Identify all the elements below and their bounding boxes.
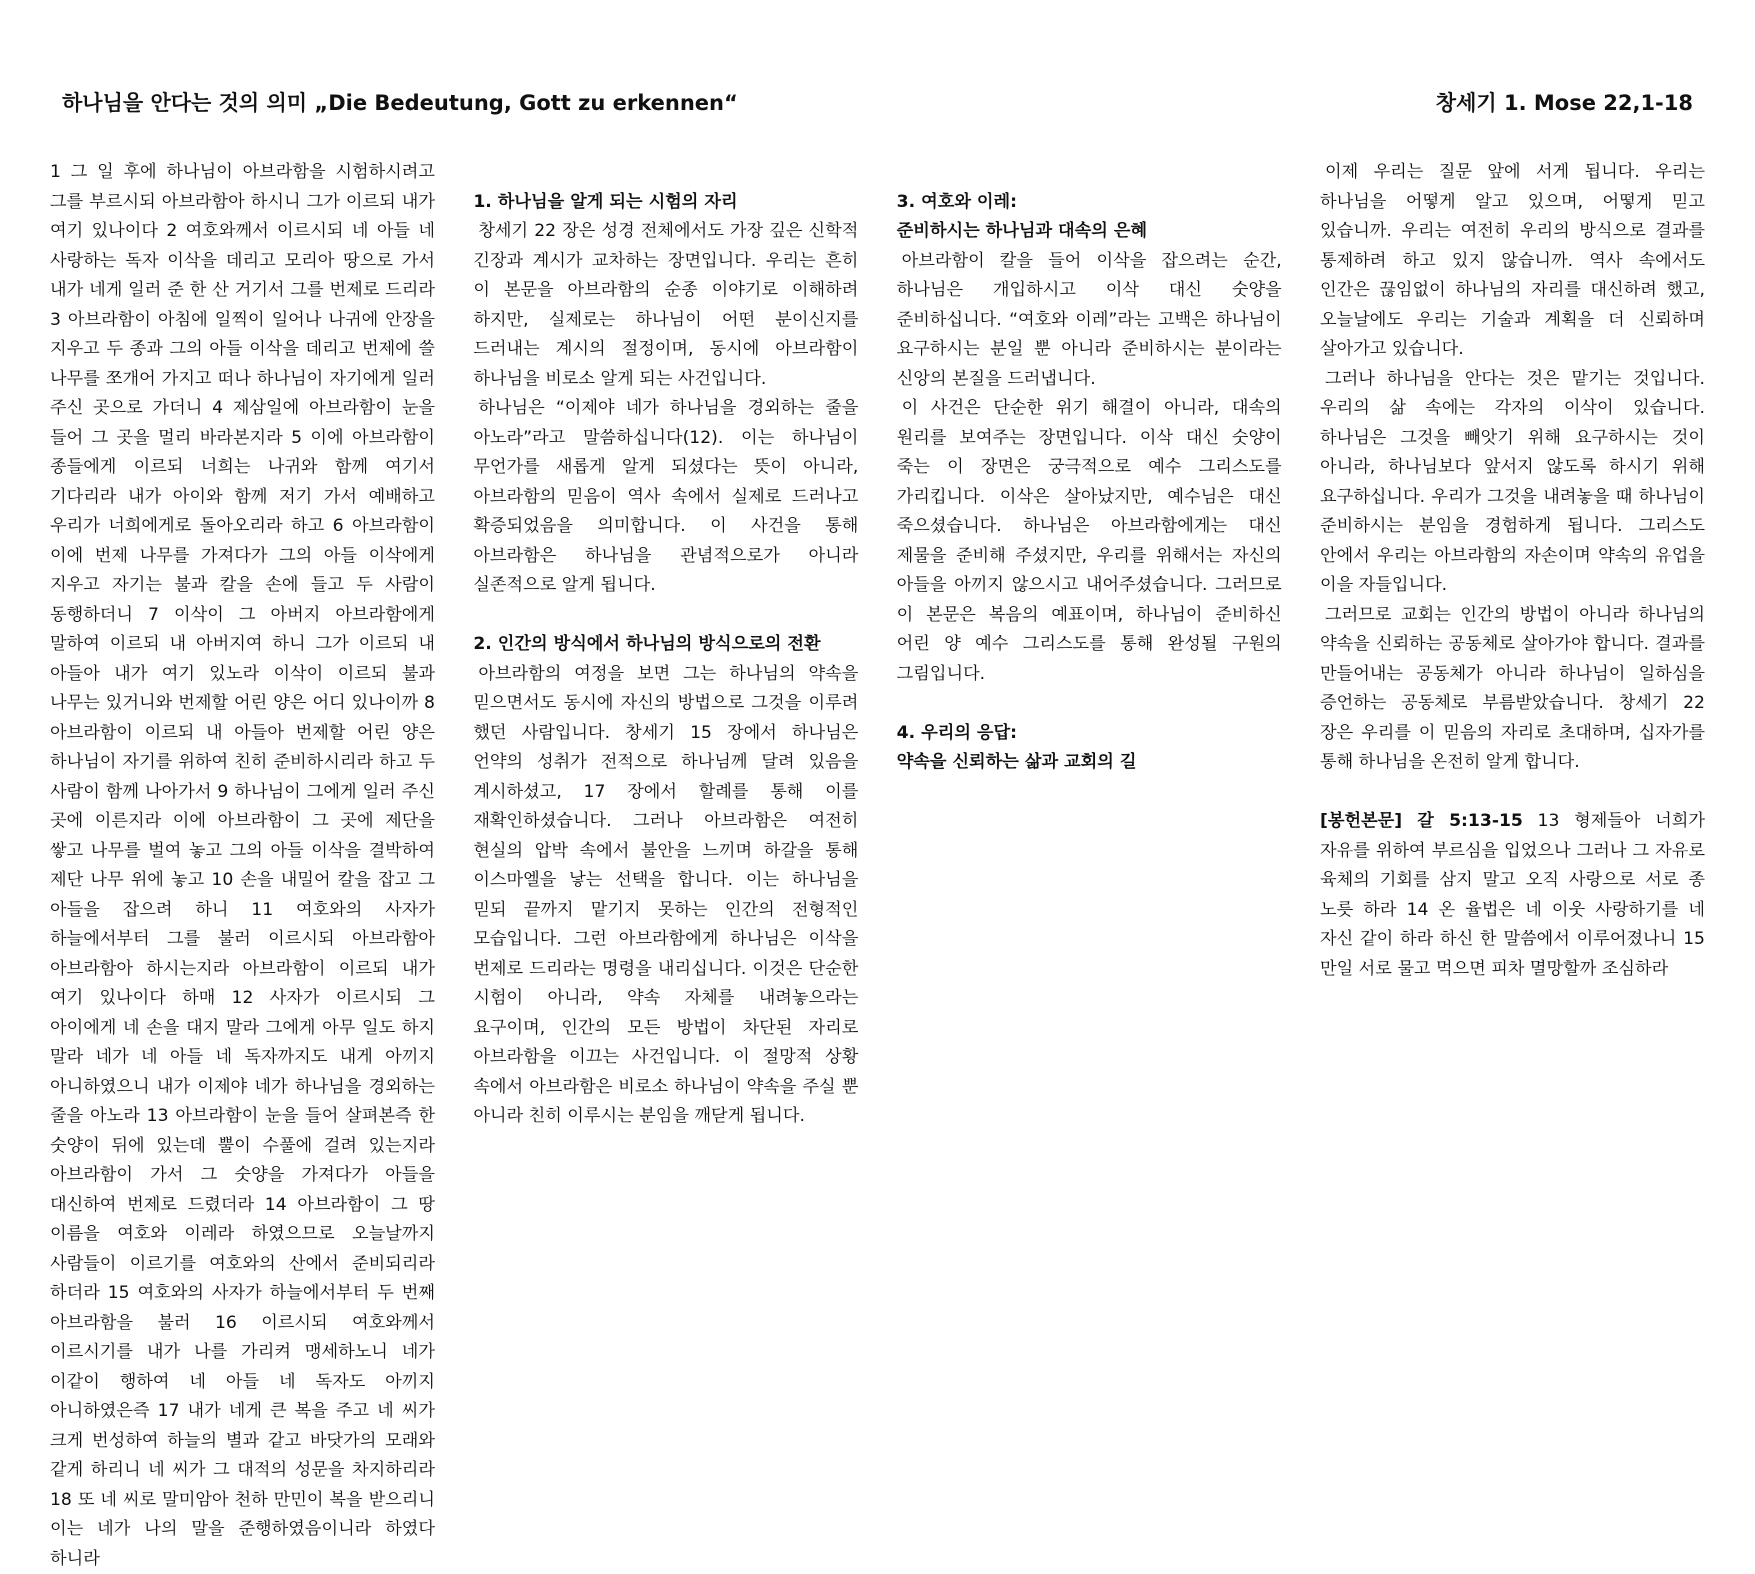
section-4-paragraph-1: 이제 우리는 질문 앞에 서게 됩니다. 우리는 하나님을 어떻게 알고 있으며, 어떻게 믿고 있습니까. 우리는 여전히 우리의 방식으로 결과를 통제하려 하고 있지 않습니까. 역사 속에서도 인간은 끊임없이 하나님의 자리를 대신하려 했고, 오늘날에도 우리는 기술과 계획을 더 신뢰하며 살아가고 있습니다. — [1319, 162, 1705, 359]
section-4-paragraph-3: 그러므로 교회는 인간의 방법이 아니라 하나님의 약속을 신뢰하는 공동체로 살아가야 합니다. 결과를 만들어내는 공동체가 아니라 하나님이 일하심을 증언하는 공동체로 부름받았습니다. 창세기 22 장은 우리를 이 믿음의 자리로 초대하며, 십자가를 통해 하나님을 온전히 알게 합니다. — [1319, 604, 1705, 772]
section-1-paragraph-2: 하나님은 “이제야 네가 하나님을 경외하는 줄을 아노라”라고 말씀하십니다(12). 이는 하나님이 무언가를 새롭게 알게 되셨다는 뜻이 아니라, 아브라함의 믿음이 역사 속에서 실제로 드러나고 확증되었음을 의미합니다. 이 사건을 통해 아브라함은 하나님을 관념적으로가 아니라 실존적으로 알게 됩니다. — [473, 398, 859, 595]
page-title: 하나님을 안다는 것의 의미 „Die Bedeutung, Gott zu erkennen“ — [62, 91, 738, 115]
section-3-paragraph-1: 아브라함이 칼을 들어 이삭을 잡으려는 순간, 하나님은 개입하시고 이삭 대신 숫양을 준비하십니다. “여호와 이레”라는 고백은 하나님이 요구하시는 분일 뿐 아니라 준비하시는 분이라는 신앙의 본질을 드러냅니다. — [896, 250, 1282, 389]
column-3 — [897, 158, 1282, 1198]
offering-text: 13 형제들아 너희가 자유를 위하여 부르심을 입었으나 그러나 그 자유로 육체의 기회를 삼지 말고 오직 사랑으로 서로 종 노릇 하라 14 온 율법은 네 이웃 사랑하기를 네 자신 같이 하라 하신 한 말씀에서 이루어졌나니 15 만일 서로 물고 먹으면 피차 멸망할까 조심하라 — [1319, 811, 1705, 979]
scripture-text: 1 그 일 후에 하나님이 아브라함을 시험하시려고 그를 부르시되 아브라함아 하시니 그가 이르되 내가 여기 있나이다 2 여호와께서 이르시되 네 아들 네 사랑하는 독자 이삭을 데리고 모리아 땅으로 가서 내가 네게 일러 준 한 산 거기서 그를 번제로 드리라 3 아브라함이 아침에 일찍이 일어나 나귀에 안장을 지우고 두 종과 그의 아들 이삭을 데리고 번제에 쓸 나무를 쪼개어 가지고 떠나 하나님이 자기에게 일러 주신 곳으로 가더니 4 제삼일에 아브라함이 눈을 들어 그 곳을 멀리 바라본지라 5 이에 아브라함이 종들에게 이르되 너희는 나귀와 함께 여기서 기다리라 내가 아이와 함께 저기 가서 예배하고 우리가 너희에게로 돌아오리라 하고 6 아브라함이 이에 번제 나무를 가져다가 그의 아들 이삭에게 지우고 자기는 불과 칼을 손에 들고 두 사람이 동행하더니 7 이삭이 그 아버지 아브라함에게 말하여 이르되 내 아버지여 하니 그가 이르되 내 아들아 내가 여기 있노라 이삭이 이르되 불과 나무는 있거니와 번제할 어린 양은 어디 있나이까 8 아브라함이 이르되 내 아들아 번제할 어린 양은 하나님이 자기를 위하여 친히 준비하시리라 하고 두 사람이 함께 나아가서 9 하나님이 그에게 일러 주신 곳에 이른지라 이에 아브라함이 그 곳에 제단을 쌓고 나무를 벌여 놓고 그의 아들 이삭을 결박하여 제단 나무 위에 놓고 10 손을 내밀어 칼을 잡고 그 아들을 잡으려 하니 11 여호와의 사자가 하늘에서부터 그를 불러 이르시되 아브라함아 아브라함아 하시는지라 아브라함이 이르되 내가 여기 있나이다 하매 12 사자가 이르시되 그 아이에게 네 손을 대지 말라 그에게 아무 일도 하지 말라 네가 네 아들 네 독자까지도 내게 아끼지 아니하였으니 내가 이제야 네가 하나님을 경외하는 줄을 아노라 13 아브라함이 눈을 들어 살펴본즉 한 숫양이 뒤에 있는데 뿔이 수풀에 걸려 있는지라 아브라함이 가서 그 숫양을 가져다가 아들을 대신하여 번제로 드렸더라 14 아브라함이 그 땅 이름을 여호와 이레라 하였으므로 오늘날까지 사람들이 이르기를 여호와의 산에서 준비되리라 하더라 15 여호와의 사자가 하늘에서부터 두 번째 아브라함을 불러 16 이르시되 여호와께서 이르시기를 내가 나를 가리켜 맹세하노니 네가 이같이 행하여 네 아들 네 독자도 아끼지 아니하였은즉 17 내가 네게 큰 복을 주고 네 씨가 크게 번성하여 하늘의 별과 같고 바닷가의 모래와 같게 하리니 네 씨가 그 대적의 성문을 차지하리라 18 또 네 씨로 말미암아 천하 만민이 복을 받으리니 이는 네가 나의 말을 준행하였음이니라 하였다 하니라 — [50, 162, 435, 1569]
offering-label: [봉헌본문] 갈 5:13-15 — [1319, 811, 1523, 831]
column-4 — [1320, 158, 1705, 1198]
section-1-heading: 1. 하나님을 알게 되는 시험의 자리 — [473, 191, 738, 212]
section-3-heading-line-1: 3. 여호와 이레: — [896, 191, 1018, 212]
section-4-paragraph-2: 그러나 하나님을 안다는 것은 맡기는 것입니다. 우리의 삶 속에는 각자의 이삭이 있습니다. 하나님은 그것을 빼앗기 위해 요구하시는 것이 아니라, 하나님보다 앞서지 않도록 하시기 위해 요구하십니다. 우리가 그것을 내려놓을 때 하나님이 준비하시는 분임을 경험하게 됩니다. 그리스도 안에서 우리는 아브라함의 자손이며 약속의 유업을 이을 자들입니다. — [1319, 368, 1705, 595]
spacer — [1320, 778, 1705, 808]
offering-text-block — [1320, 807, 1705, 984]
section-2-paragraph-1: 아브라함의 여정을 보면 그는 하나님의 약속을 믿으면서도 동시에 자신의 방법으로 그것을 이루려 했던 사람입니다. 창세기 15 장에서 하나님은 언약의 성취가 전적으로 하나님께 달려 있음을 계시하셨고, 17 장에서 할례를 통해 이를 재확인하셨습니다. 그러나 아브라함은 여전히 현실의 압박 속에서 불안을 느끼며 하갈을 통해 이스마엘을 낳는 선택을 합니다. 이는 하나님을 믿되 끝까지 맡기지 못하는 인간의 전형적인 모습입니다. 그런 아브라함에게 하나님은 이삭을 번제로 드리라는 명령을 내리십니다. 이것은 단순한 시험이 아니라, 약속 자체를 내려놓으라는 요구이며, 인간의 모든 방법이 차단된 자리로 아브라함을 이끄는 사건입니다. 이 절망적 상황 속에서 아브라함은 비로소 하나님이 약속을 주실 뿐 아니라 친히 이루시는 분임을 깨닫게 됩니다. — [473, 663, 859, 1126]
scripture-reference: 창세기 1. Mose 22,1-18 — [1435, 91, 1693, 115]
section-4-heading-line-2: 약속을 신뢰하는 삶과 교회의 길 — [896, 752, 1137, 772]
section-3-heading-line-2: 준비하시는 하나님과 대속의 은혜 — [896, 221, 1148, 241]
section-2-heading: 2. 인간의 방식에서 하나님의 방식으로의 전환 — [473, 634, 821, 654]
section-4-heading-line-1: 4. 우리의 응답: — [896, 722, 1018, 743]
column-1 — [50, 158, 435, 1569]
text-columns — [50, 158, 1705, 1569]
section-3-paragraph-2: 이 사건은 단순한 위기 해결이 아니라, 대속의 원리를 보여주는 장면입니다. 이삭 대신 숫양이 죽는 이 장면은 궁극적으로 예수 그리스도를 가리킵니다. 이삭은 살아났지만, 예수님은 대신 죽으셨습니다. 하나님은 아브라함에게는 대신 제물을 준비해 주셨지만, 우리를 위해서는 자신의 아들을 아끼지 않으시고 내어주셨습니다. 그러므로 이 본문은 복음의 예표이며, 하나님이 준비하신 어린 양 예수 그리스도를 통해 완성될 구원의 그림입니다. — [896, 398, 1282, 684]
column-2 — [473, 158, 858, 1198]
page-header — [62, 85, 1693, 119]
spacer — [473, 158, 858, 188]
section-1-paragraph-1: 창세기 22 장은 성경 전체에서도 가장 깊은 신학적 긴장과 계시가 교차하는 장면입니다. 우리는 흔히 이 본문을 아브라함의 순종 이야기로 이해하려 하지만, 실제로는 하나님이 어떤 분이신지를 드러내는 계시의 절정이며, 동시에 아브라함이 하나님을 비로소 알게 되는 사건입니다. — [473, 221, 859, 389]
